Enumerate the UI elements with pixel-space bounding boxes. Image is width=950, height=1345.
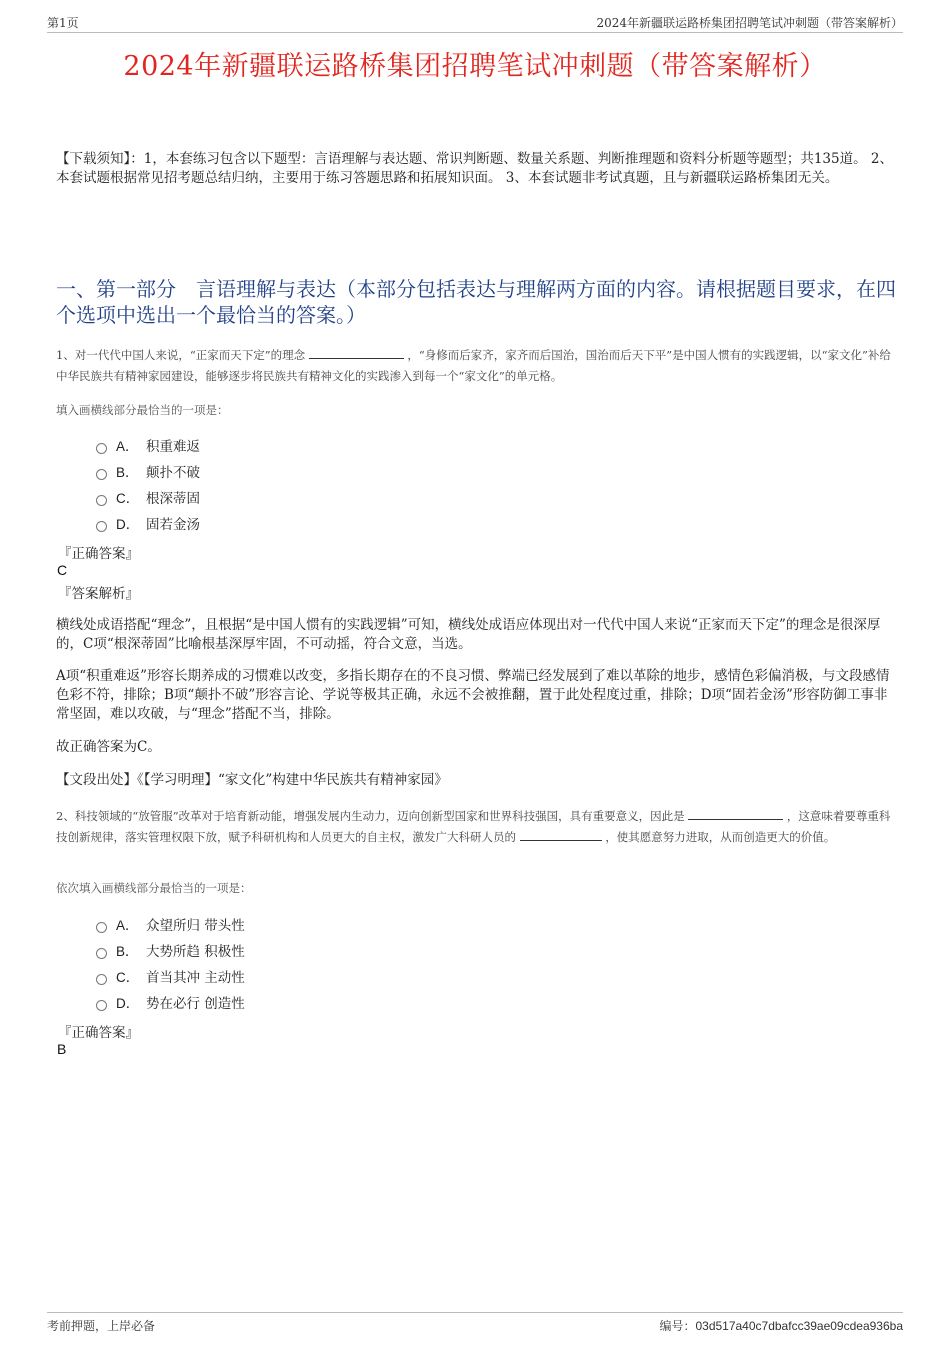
question-2-options bbox=[96, 911, 245, 1015]
option-d[interactable]: D． 势在必行 创造性 bbox=[96, 989, 245, 1015]
answer-value-2: B bbox=[57, 1041, 67, 1057]
option-d[interactable]: D． 固若金汤 bbox=[96, 510, 200, 536]
option-b[interactable]: B． 大势所趋 积极性 bbox=[96, 937, 245, 963]
answer-label: 『正确答案』 bbox=[58, 546, 139, 562]
document-title: 2024年新疆联运路桥集团招聘笔试冲刺题（带答案解析） bbox=[123, 51, 827, 82]
question-1-text-b: ，“身修而后家齐，家齐而后国治，国治而后天下平”是中国人惯有的实践逻辑，以“家文化”补给中华民族共有精神家园建设，能够逐步将民族共有精神文化的实践渗入到每一个“家文化”的单元格。 bbox=[56, 348, 891, 383]
answer-value: C bbox=[57, 562, 68, 578]
question-2-text-c: ，使其愿意努力进取，从而创造更大的价值。 bbox=[605, 830, 836, 844]
section-title: 一、第一部分 言语理解与表达（本部分包括表达与理解两方面的内容。请根据题目要求，在四个选项中选出一个最恰当的答案。） bbox=[56, 277, 896, 327]
radio-icon[interactable] bbox=[96, 469, 107, 480]
analysis-paragraph-1: 横线处成语搭配“理念”，且根据“是中国人惯有的实践逻辑”可知，横线处成语应体现出对一代代中国人来说“正家而天下定”的理念是很深厚的，C项“根深蒂固”比喻根基深厚牢固，不可动摇，符合文意，当选。 bbox=[56, 617, 881, 652]
radio-icon[interactable] bbox=[96, 495, 107, 506]
footer-code: 编号：03d517a40c7dbafcc39ae09cdea936ba bbox=[659, 1319, 903, 1333]
option-a[interactable]: A． 众望所归 带头性 bbox=[96, 911, 245, 937]
footer-slogan: 考前押题，上岸必备 bbox=[47, 1319, 156, 1333]
option-c[interactable]: C． 首当其冲 主动性 bbox=[96, 963, 245, 989]
analysis-label: 『答案解析』 bbox=[58, 586, 139, 602]
question-2-text-b: ，这意味着要尊重科技创新规律，落实管理权限下放，赋予科研机构和人员更大的自主权，激发广大科研人员的 bbox=[56, 809, 891, 844]
radio-icon[interactable] bbox=[96, 443, 107, 454]
download-notice: 【下载须知】：1，本套练习包含以下题型：言语理解与表达题、常识判断题、数量关系题、判断推理题和资料分析题等题型；共135道。 2、本套试题根据常见招考题总结归纳，主要用于练习答题思路和拓展知识面。 3、本套试题非考试真题，且与新疆联运路桥集团无关。 bbox=[56, 151, 893, 186]
analysis-conclusion: 故正确答案为C。 bbox=[56, 739, 161, 755]
question-1-stem bbox=[56, 345, 896, 387]
page-number: 第1页 bbox=[47, 16, 79, 30]
page-footer bbox=[47, 1312, 903, 1337]
question-1-text-a: 1、对一代代中国人来说，“正家而天下定”的理念 bbox=[56, 348, 306, 362]
radio-icon[interactable] bbox=[96, 948, 107, 959]
analysis-paragraph-2: A项“积重难返”形容长期养成的习惯难以改变，多指长期存在的不良习惯、弊端已经发展到了难以革除的地步，感情色彩偏消极，与文段感情色彩不符，排除；B项“颠扑不破”形容言论、学说等极其正确，永远不会被推翻，置于此处程度过重，排除；D项“固若金汤”形容防御工事非常坚固，难以攻破，与“理念”搭配不当，排除。 bbox=[56, 668, 890, 722]
radio-icon[interactable] bbox=[96, 521, 107, 532]
question-2-blank-1 bbox=[688, 807, 783, 820]
radio-icon[interactable] bbox=[96, 1000, 107, 1011]
page-header bbox=[47, 10, 903, 33]
option-a[interactable]: A． 积重难返 bbox=[96, 432, 200, 458]
question-2-prompt: 依次填入画横线部分最恰当的一项是： bbox=[56, 881, 252, 895]
radio-icon[interactable] bbox=[96, 922, 107, 933]
answer-label-2: 『正确答案』 bbox=[58, 1025, 139, 1041]
question-2-stem bbox=[56, 806, 896, 848]
question-1-blank bbox=[309, 346, 404, 359]
question-1-prompt: 填入画横线部分最恰当的一项是： bbox=[56, 403, 229, 417]
header-doc-title: 2024年新疆联运路桥集团招聘笔试冲刺题（带答案解析） bbox=[596, 16, 903, 30]
option-c[interactable]: C． 根深蒂固 bbox=[96, 484, 200, 510]
question-1-options bbox=[96, 432, 200, 536]
option-b[interactable]: B． 颠扑不破 bbox=[96, 458, 200, 484]
radio-icon[interactable] bbox=[96, 974, 107, 985]
question-2-blank-2 bbox=[520, 828, 602, 841]
question-2-text-a: 2、科技领域的“放管服”改革对于培育新动能，增强发展内生动力，迈向创新型国家和世界科技强国，具有重要意义，因此是 bbox=[56, 809, 685, 823]
source-citation: 【文段出处】《【学习明理】“家文化”构建中华民族共有精神家园》 bbox=[56, 772, 448, 788]
